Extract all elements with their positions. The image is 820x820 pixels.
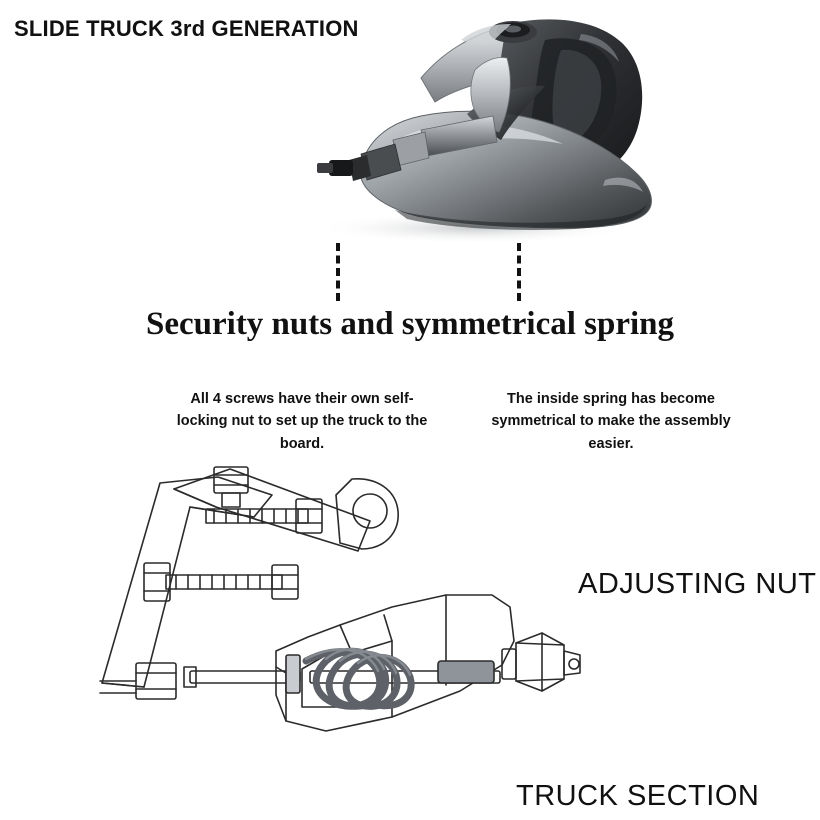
caption-security-nuts: All 4 screws have their own self-locking nut to set up the truck to the board. <box>176 391 428 452</box>
label-adjusting-nut: ADJUSTING NUT <box>578 568 817 600</box>
leader-line-right <box>517 243 521 301</box>
page-title: SLIDE TRUCK 3rd GENERATION <box>14 16 359 41</box>
leader-line-left <box>336 243 340 301</box>
slide-truck-photo <box>245 10 665 245</box>
section-subtitle: Security nuts and symmetrical spring <box>146 306 674 342</box>
truck-section-drawing <box>40 455 600 775</box>
label-truck-section: TRUCK SECTION <box>516 780 760 812</box>
caption-symmetrical-spring: The inside spring has become symmetrical to make the assembly easier. <box>491 391 731 452</box>
